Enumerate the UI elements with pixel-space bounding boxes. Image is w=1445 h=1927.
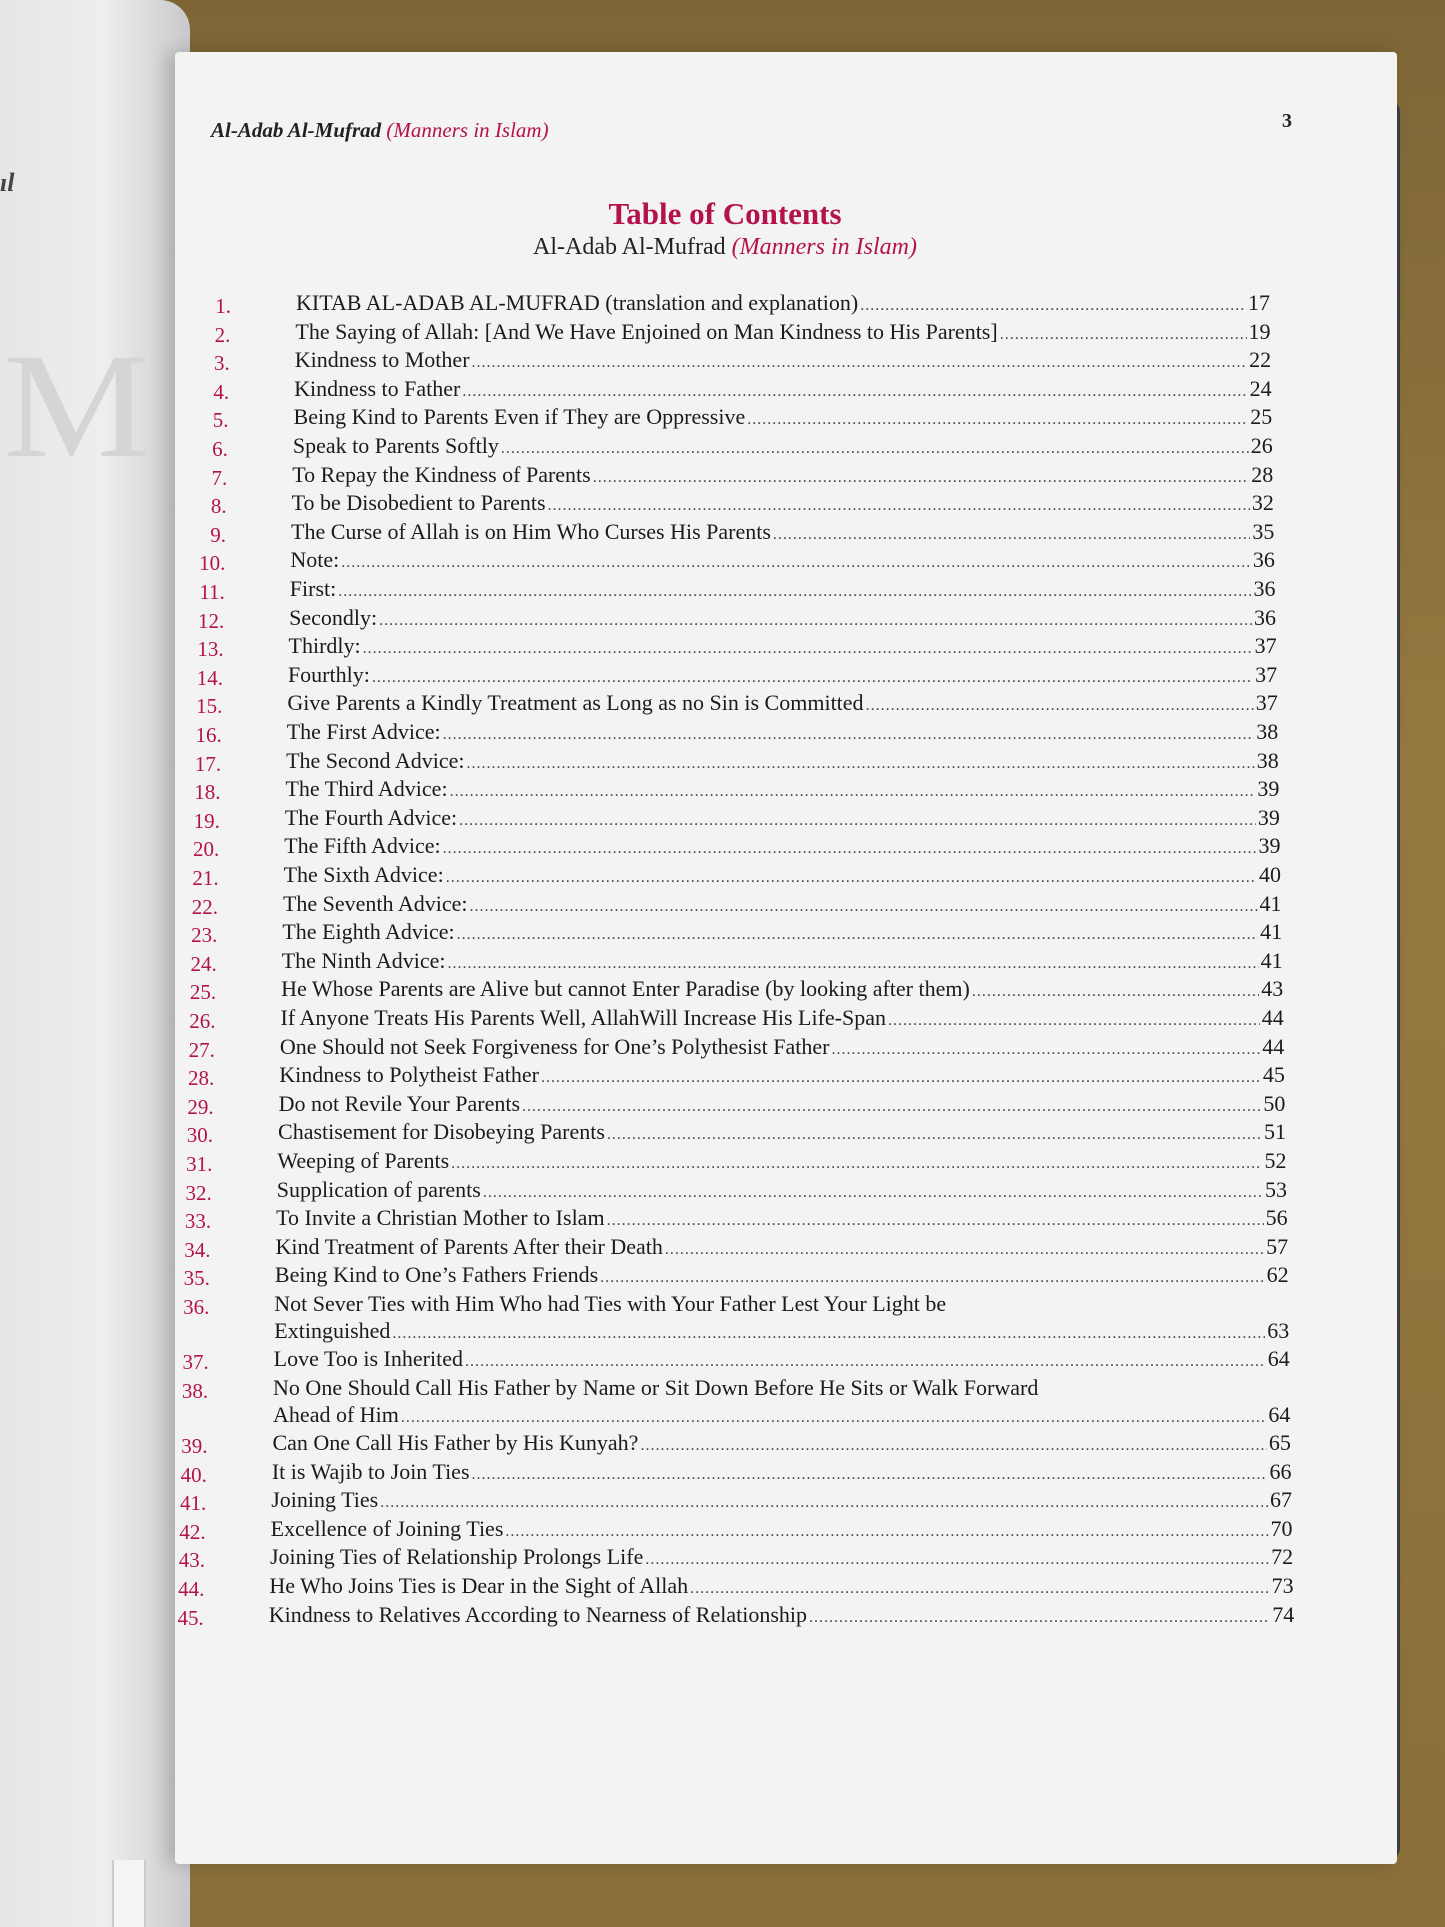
running-head-subtitle: (Manners in Islam): [386, 118, 549, 142]
toc-entry-title: To Repay the Kindness of Parents: [292, 461, 591, 487]
toc-entry: [175, 1091, 1397, 1121]
toc-entry-leader-dots: [690, 1580, 1269, 1598]
toc-entry-page: 38: [1256, 719, 1279, 744]
toc-entry-title: The Seventh Advice:: [282, 890, 468, 916]
toc-entry-leader-dots: [446, 869, 1257, 887]
toc-entry: [175, 319, 1397, 349]
toc-entry-number: 4.: [213, 379, 230, 404]
toc-entry-leader-dots: [548, 497, 1250, 515]
toc-entry-line: [290, 547, 1275, 573]
toc-entry-leader-dots: [831, 1041, 1260, 1059]
toc-entry-line: [274, 1346, 1290, 1372]
toc-entry-leader-dots: [483, 1184, 1263, 1202]
toc-entry-line: [284, 862, 1281, 888]
toc-entry-title: The Third Advice:: [285, 776, 448, 802]
toc-entry-leader-dots: [972, 983, 1259, 1001]
toc-entry-page: 65: [1268, 1430, 1291, 1455]
toc-entry-number: 6.: [212, 437, 228, 461]
toc-entry: [175, 690, 1397, 720]
toc-entry-line: [282, 919, 1282, 945]
toc-entry-number: 23.: [191, 923, 218, 948]
toc-entry-leader-dots: [640, 1437, 1266, 1455]
toc-entry-leader-dots: [447, 955, 1258, 973]
toc-entry-line: [289, 633, 1277, 659]
toc-entry-title: Kindness to Polytheist Father: [279, 1062, 539, 1088]
toc-entry-line: [294, 376, 1272, 402]
toc-entry-line: [286, 748, 1279, 774]
toc-entry-title: No One Should Call His Father by Name or Sit Down Before He Sits or Walk Forward: [273, 1374, 1039, 1400]
toc-page: [175, 52, 1397, 1864]
toc-entry: [175, 347, 1397, 377]
toc-entry-title: Joining Ties of Relationship Prolongs Life: [269, 1544, 644, 1570]
toc-entry-line: [289, 605, 1276, 631]
toc-entry: [175, 1205, 1397, 1235]
toc-entry: [175, 290, 1397, 320]
facing-page-fragment: ıl: [0, 168, 15, 197]
toc-entry-title: Do not Revile Your Parents: [278, 1090, 521, 1116]
toc-entry-number: 43.: [178, 1548, 205, 1573]
toc-entry-page: 36: [1252, 547, 1275, 573]
toc-entry-line: [270, 1544, 1293, 1570]
toc-entry: [175, 376, 1397, 406]
toc-entry-title: The Saying of Allah: [And We Have Enjoined on Man Kindness to His Parents]: [295, 318, 998, 344]
toc-entry-leader-dots: [372, 669, 1253, 687]
toc-entry-leader-dots: [472, 354, 1248, 372]
toc-entry: [175, 1544, 1397, 1574]
toc-entry-page: 40: [1258, 862, 1281, 887]
toc-entry-number: 28.: [188, 1066, 215, 1091]
toc-list: [175, 52, 1397, 1864]
toc-entry-line: [281, 1005, 1284, 1031]
toc-entry-title: Supplication of parents: [276, 1176, 481, 1202]
toc-entry-title: Not Sever Ties with Him Who had Ties with Your Father Lest Your Light be: [274, 1291, 947, 1316]
toc-entry-leader-dots: [462, 383, 1247, 401]
toc-entry-line: [290, 576, 1276, 602]
toc-entry-line: [269, 1573, 1293, 1599]
toc-entry-title: To be Disobedient to Parents: [291, 490, 546, 516]
toc-entry-page: 22: [1249, 347, 1272, 373]
toc-entry-page: 56: [1265, 1205, 1288, 1231]
toc-entry-title: First:: [289, 576, 337, 601]
toc-title: Table of Contents: [608, 196, 842, 231]
toc-entry-line: [274, 1318, 1289, 1344]
toc-entry-number: 8.: [210, 494, 227, 519]
toc-entry: [175, 547, 1397, 577]
toc-entry-line: [288, 662, 1277, 688]
toc-entry-number: 26.: [189, 1009, 216, 1033]
toc-entry-leader-dots: [465, 1353, 1266, 1371]
toc-entry-title: Joining Ties: [271, 1487, 379, 1513]
toc-entry-title: Chastisement for Disobeying Parents: [278, 1119, 605, 1145]
toc-entry-page: 38: [1256, 747, 1279, 773]
toc-entry-line: [271, 1516, 1293, 1542]
toc-entry-line: [287, 690, 1277, 716]
toc-entry-page: 52: [1264, 1148, 1287, 1173]
toc-entry-page: 26: [1250, 433, 1273, 458]
toc-entry-line: [294, 404, 1273, 430]
toc-entry-number: 20.: [192, 837, 220, 862]
toc-entry: [175, 433, 1397, 463]
toc-entry-page: 24: [1249, 375, 1272, 401]
toc-entry-line: [278, 1119, 1286, 1145]
toc-entry-number: 40.: [180, 1462, 207, 1487]
toc-entry: [175, 891, 1397, 921]
toc-subtitle-main: Al-Adab Al-Mufrad: [533, 234, 726, 260]
toc-entry-leader-dots: [600, 1269, 1265, 1287]
toc-entry-line: [276, 1234, 1289, 1260]
toc-entry-number: 32.: [185, 1180, 212, 1205]
toc-entry-leader-dots: [401, 1409, 1266, 1427]
toc-entry-page: 41: [1259, 890, 1282, 916]
running-head-title: Al-Adab Al-Mufrad: [211, 118, 382, 142]
toc-entry-page: 28: [1251, 461, 1274, 487]
toc-entry-leader-dots: [747, 411, 1248, 429]
toc-entry-leader-dots: [665, 1241, 1264, 1259]
toc-entry-line: [283, 891, 1282, 917]
toc-entry-number: 39.: [181, 1434, 208, 1458]
toc-entry-page: 35: [1252, 518, 1275, 544]
toc-entry: [175, 1487, 1397, 1517]
toc-entry-page: 70: [1270, 1515, 1293, 1541]
toc-entry-leader-dots: [443, 840, 1257, 858]
toc-entry-page: 51: [1263, 1119, 1286, 1145]
toc-entry-page: 39: [1258, 833, 1281, 859]
toc-entry-title-continued: Extinguished: [274, 1318, 391, 1343]
toc-entry-page: 67: [1269, 1487, 1292, 1513]
toc-entry-number: 22.: [191, 894, 218, 919]
toc-entry: [175, 748, 1397, 778]
toc-entry-title: He Whose Parents are Alive but cannot Enter Paradise (by looking after them): [281, 976, 970, 1002]
toc-entry-title: Can One Call His Father by His Kunyah?: [272, 1430, 639, 1455]
toc-entry-number: 24.: [190, 951, 217, 976]
toc-entry-title: Weeping of Parents: [277, 1148, 450, 1173]
toc-entry-leader-dots: [501, 440, 1249, 458]
toc-entry-leader-dots: [522, 1098, 1261, 1116]
toc-entry-page: 63: [1267, 1318, 1290, 1343]
toc-entry-number: 25.: [189, 980, 217, 1005]
toc-entry-title: Secondly:: [289, 604, 378, 630]
toc-entry-number: 44.: [178, 1577, 205, 1601]
toc-entry-title-continued: Ahead of Him: [273, 1401, 399, 1427]
toc-entry-number: 21.: [192, 866, 219, 890]
toc-entry-title: The Sixth Advice:: [283, 862, 444, 887]
toc-entry: [175, 605, 1397, 635]
toc-entry-page: 43: [1261, 976, 1284, 1002]
toc-entry-leader-dots: [469, 898, 1257, 916]
toc-entry: [175, 776, 1397, 806]
toc-entry-leader-dots: [379, 612, 1252, 630]
toc-entry-leader-dots: [380, 1494, 1268, 1512]
toc-entry-title: Kindness to Mother: [294, 347, 470, 373]
toc-entry: [175, 519, 1397, 549]
facing-page-ghost-print: M: [3, 323, 151, 489]
toc-entry-page: 72: [1271, 1544, 1294, 1570]
toc-entry-line: [287, 719, 1279, 745]
toc-entry-line: [271, 1487, 1292, 1513]
toc-entry-title: If Anyone Treats His Parents Well, AllahWill Increase His Life-Span: [280, 1005, 886, 1030]
toc-entry-leader-dots: [450, 783, 1256, 801]
toc-entry-title: Excellence of Joining Ties: [270, 1515, 504, 1541]
toc-entry: [175, 576, 1397, 606]
toc-entry-page: 41: [1260, 947, 1283, 973]
toc-entry-title: Fourthly:: [287, 661, 370, 687]
toc-entry: [175, 1177, 1397, 1207]
toc-entry: [175, 1430, 1397, 1460]
toc-entry: [175, 1034, 1397, 1064]
toc-entry: [175, 862, 1397, 892]
toc-entry-leader-dots: [466, 755, 1254, 773]
toc-entry-leader-dots: [541, 1069, 1261, 1087]
toc-entry: [175, 1516, 1397, 1546]
toc-entry-title: Love Too is Inherited: [273, 1346, 463, 1372]
toc-entry-page: 36: [1254, 604, 1277, 630]
toc-entry-leader-dots: [459, 812, 1256, 830]
toc-entry: [175, 404, 1397, 434]
toc-entry-line: [281, 976, 1283, 1002]
toc-entry-title: Kind Treatment of Parents After their Death: [275, 1233, 663, 1259]
toc-entry-page: 39: [1257, 804, 1280, 830]
toc-entry-title: It is Wajib to Join Ties: [271, 1458, 470, 1484]
toc-entry: [175, 805, 1397, 835]
toc-entry-leader-dots: [392, 1325, 1265, 1343]
toc-entry-number: 36.: [183, 1295, 210, 1319]
toc-entry-number: 15.: [196, 694, 223, 719]
toc-entry-line: [275, 1262, 1289, 1288]
toc-entry-line: [292, 462, 1273, 488]
toc-entry-leader-dots: [505, 1523, 1268, 1541]
toc-entry: [175, 662, 1397, 692]
toc-entry-page: 50: [1263, 1090, 1286, 1116]
toc-entry-title: The First Advice:: [286, 719, 441, 744]
ribbon-bookmark: [112, 1860, 146, 1927]
toc-entry: [175, 1602, 1397, 1632]
toc-entry-title: The Fourth Advice:: [284, 804, 458, 830]
toc-entry-page: 66: [1269, 1458, 1292, 1484]
toc-entry-line: [280, 1034, 1284, 1060]
toc-entry-line: [269, 1602, 1294, 1628]
toc-entry-title: Note:: [290, 547, 340, 573]
toc-entry-page: 25: [1250, 404, 1273, 430]
toc-entry-line: [295, 347, 1271, 373]
toc-entry: [175, 1374, 1397, 1427]
toc-entry-number: 38.: [181, 1378, 209, 1403]
toc-entry-number: 16.: [195, 723, 222, 747]
toc-entry: [175, 1346, 1397, 1376]
toc-entry-page: 74: [1272, 1601, 1295, 1627]
toc-entry: [175, 719, 1397, 749]
toc-entry-line: [285, 776, 1279, 802]
toc-entry-line: [284, 833, 1280, 859]
toc-entry-leader-dots: [773, 526, 1250, 544]
toc-entry-number: 27.: [188, 1037, 215, 1062]
toc-entry-number: 35.: [183, 1266, 210, 1291]
toc-entry-leader-dots: [809, 1609, 1270, 1627]
page-number: 3: [1282, 110, 1292, 132]
toc-entry-leader-dots: [888, 1012, 1260, 1030]
toc-entry-leader-dots: [607, 1212, 1264, 1230]
toc-entry-line: [272, 1459, 1292, 1485]
toc-entry-number: 3.: [214, 351, 230, 376]
toc-entry: [175, 919, 1397, 949]
toc-entry-number: 9.: [210, 522, 227, 547]
toc-subtitle-sub: (Manners in Islam): [731, 234, 917, 260]
toc-entry-leader-dots: [645, 1551, 1269, 1569]
toc-entry-page: 57: [1266, 1233, 1289, 1259]
toc-entry-line: [277, 1148, 1286, 1174]
toc-entry-title: Thirdly:: [288, 633, 361, 659]
toc-entry-page: 64: [1267, 1346, 1290, 1372]
toc-entry: [175, 976, 1397, 1006]
toc-entry-number: 14.: [196, 665, 223, 690]
toc-entry-number: 41.: [179, 1491, 207, 1516]
toc-entry-page: 44: [1261, 1005, 1284, 1030]
toc-entry-leader-dots: [607, 1126, 1262, 1144]
toc-entry: [175, 1573, 1397, 1603]
toc-entry-number: 11.: [199, 580, 225, 604]
toc-entry-page: 44: [1262, 1033, 1285, 1059]
toc-entry: [175, 633, 1397, 663]
toc-entry-title: The Ninth Advice:: [281, 947, 446, 973]
toc-entry: [175, 1005, 1397, 1035]
toc-entry-leader-dots: [457, 926, 1258, 944]
toc-entry: [175, 833, 1397, 863]
toc-entry-page: 53: [1265, 1176, 1288, 1202]
toc-entry-number: 45.: [177, 1605, 204, 1630]
toc-entry: [175, 1062, 1397, 1092]
toc-entry-number: 37.: [182, 1350, 209, 1375]
toc-entry-line: [276, 1205, 1287, 1231]
toc-entry-title: Speak to Parents Softly: [292, 433, 499, 458]
toc-entry-title: Give Parents a Kindly Treatment as Long as no Sin is Committed: [287, 690, 864, 716]
toc-entry-line: [272, 1430, 1290, 1456]
toc-entry-title: He Who Joins Ties is Dear in the Sight of Allah: [269, 1573, 689, 1598]
toc-entry-number: 33.: [184, 1209, 212, 1234]
toc-entry-leader-dots: [860, 297, 1246, 315]
toc-entry-line: [285, 805, 1280, 831]
toc-entry-title: The Eighth Advice:: [282, 919, 455, 945]
toc-entry-number: 13.: [197, 637, 224, 662]
toc-entry-page: 62: [1266, 1262, 1289, 1288]
toc-entry-title: The Fifth Advice:: [284, 833, 441, 859]
toc-entry-leader-dots: [472, 1466, 1268, 1484]
toc-entry-leader-dots: [341, 554, 1251, 572]
toc-entry-leader-dots: [443, 726, 1255, 744]
toc-entry-line: [279, 1062, 1285, 1088]
toc-entry-number: 1.: [215, 294, 231, 318]
toc-entry-title: Kindness to Father: [294, 375, 461, 401]
toc-entry-page: 19: [1248, 318, 1271, 344]
toc-entry-number: 42.: [179, 1519, 206, 1544]
toc-entry-page: 37: [1254, 633, 1277, 659]
toc-entry-title: The Curse of Allah is on Him Who Curses His Parents: [291, 518, 771, 544]
toc-entry-number: 30.: [186, 1123, 214, 1148]
toc-entry-line: [292, 490, 1274, 516]
toc-entry-page: 41: [1260, 919, 1283, 945]
toc-entry: [175, 1459, 1397, 1489]
toc-entry-leader-dots: [363, 640, 1253, 658]
toc-entry-number: 7.: [211, 465, 228, 490]
toc-entry: [175, 948, 1397, 978]
toc-entry-title: To Invite a Christian Mother to Islam: [276, 1205, 605, 1231]
toc-entry: [175, 1148, 1397, 1178]
toc-entry: [175, 1234, 1397, 1264]
toc-entry-page: 37: [1255, 661, 1278, 687]
toc-entry-number: 12.: [197, 608, 225, 633]
toc-entry-number: 19.: [193, 808, 220, 833]
toc-entry-page: 64: [1268, 1401, 1291, 1427]
toc-entry-title: Being Kind to Parents Even if They are Oppressive: [293, 404, 746, 430]
toc-entry-line: [279, 1091, 1286, 1117]
toc-entry-page: 73: [1271, 1573, 1294, 1598]
toc-entry: [175, 462, 1397, 492]
toc-entry-number: 18.: [194, 780, 221, 805]
toc-entry-page: 39: [1257, 776, 1280, 802]
toc-entry-line: [293, 433, 1273, 459]
toc-entry-page: 17: [1248, 290, 1270, 315]
toc-entry-number: 2.: [214, 322, 231, 347]
toc-entry-leader-dots: [451, 1155, 1262, 1173]
toc-entry-number: 34.: [184, 1237, 211, 1262]
toc-entry: [175, 1262, 1397, 1292]
toc-entry-title: KITAB AL-ADAB AL-MUFRAD (translation and explanation): [296, 290, 859, 315]
toc-entry-number: 29.: [187, 1094, 214, 1119]
toc-entry-leader-dots: [866, 697, 1254, 715]
toc-entry: [175, 1119, 1397, 1149]
toc-entry-line: [295, 319, 1270, 345]
toc-entry-number: 31.: [186, 1152, 213, 1176]
toc-entry-line: [282, 948, 1283, 974]
toc-entry-page: 45: [1262, 1062, 1285, 1088]
toc-entry-line: [291, 519, 1274, 545]
toc-entry-title: Kindness to Relatives According to Nearness of Relationship: [268, 1601, 808, 1627]
toc-entry-line: [273, 1402, 1290, 1428]
toc-entry-number: 17.: [194, 751, 222, 776]
toc-entry-page: 36: [1253, 576, 1276, 601]
toc-entry-page: 32: [1251, 490, 1274, 516]
toc-entry-number: 10.: [199, 551, 226, 576]
toc-entry: [175, 490, 1397, 520]
toc-entry-page: 37: [1255, 690, 1278, 716]
toc-entry-title: The Second Advice:: [286, 747, 465, 773]
toc-entry-leader-dots: [1000, 326, 1247, 344]
toc-entry: [175, 1291, 1397, 1343]
toc-entry-number: 5.: [212, 408, 229, 433]
toc-entry-line: [296, 290, 1270, 316]
toc-entry-leader-dots: [338, 583, 1251, 601]
toc-entry-title: Being Kind to One’s Fathers Friends: [274, 1262, 599, 1288]
toc-entry-title: One Should not Seek Forgiveness for One’s Polythesist Father: [279, 1033, 830, 1059]
toc-entry-leader-dots: [593, 469, 1250, 487]
toc-entry-line: [277, 1177, 1287, 1203]
